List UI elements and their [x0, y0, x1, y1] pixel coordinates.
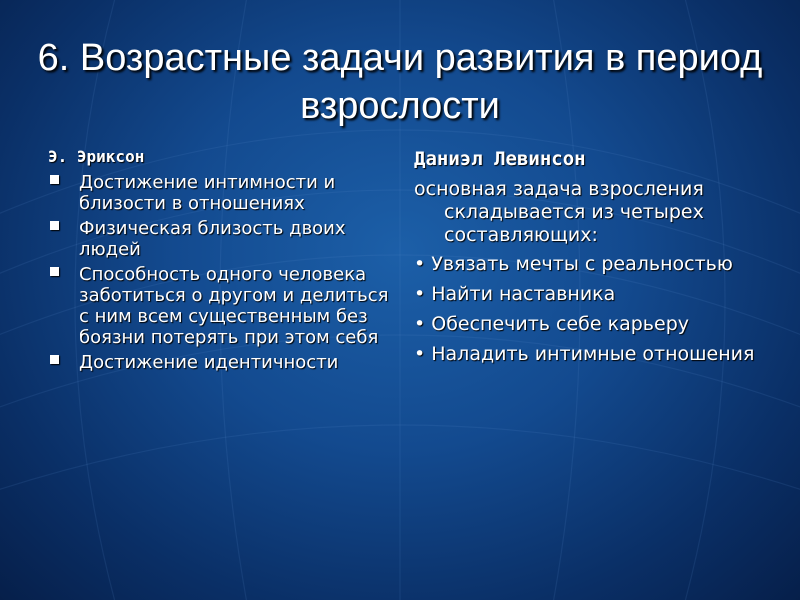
list-item	[48, 218, 396, 260]
list-item	[48, 352, 396, 373]
list-item-text: Достижение идентичности	[79, 352, 339, 373]
list-item-text: Способность одного человека заботиться о другом и делиться с ним всем существенным без боязни потерять при этом себя	[79, 264, 389, 348]
list-item	[48, 172, 396, 214]
square-bullet-icon	[50, 221, 59, 230]
levinson-heading: Даниэл Левинсон	[414, 148, 586, 170]
erikson-column	[48, 146, 396, 377]
square-bullet-icon	[50, 175, 59, 184]
list-item: • Обеспечить себе карьеру	[414, 313, 689, 335]
slide-title: 6. Возрастные задачи развития в период взрослости	[37, 37, 763, 127]
list-item: • Увязать мечты с реальностью	[414, 253, 733, 275]
list-item: • Найти наставника	[414, 283, 616, 305]
erikson-heading: Э. Эриксон	[48, 147, 145, 166]
list-item: • Наладить интимные отношения	[414, 343, 755, 365]
square-bullet-icon	[50, 267, 59, 276]
list-item-text: Достижение интимности и близости в отношениях	[79, 172, 336, 214]
levinson-intro-text: основная задача взросления складывается из четырех составляющих:	[414, 178, 704, 246]
erikson-bullet-list	[48, 172, 396, 373]
list-item	[48, 264, 396, 348]
levinson-column	[414, 146, 786, 373]
square-bullet-icon	[50, 355, 59, 364]
list-item-text: Физическая близость двоих людей	[79, 218, 346, 260]
